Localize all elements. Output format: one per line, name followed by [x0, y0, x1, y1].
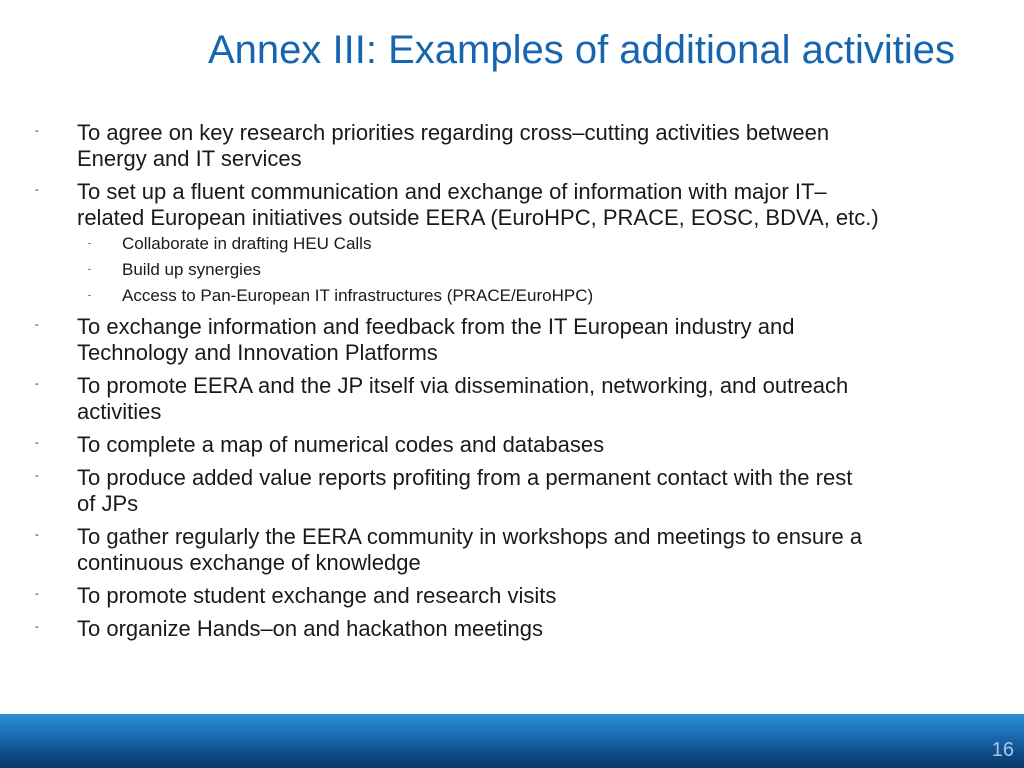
bullet-line: continuous exchange of knowledge [77, 550, 421, 575]
bullet-list [0, 120, 1000, 649]
sub-bullet-marker: - [88, 264, 91, 274]
sub-bullet-text: Build up synergies [122, 260, 261, 279]
slide-title: Annex III: Examples of additional activities [208, 28, 956, 72]
bullet-marker: - [35, 470, 39, 482]
page-number: 16 [991, 739, 1014, 761]
bullet-item [0, 373, 1000, 425]
bullet-line: To agree on key research priorities regarding cross–cutting activities between [77, 120, 830, 145]
bullet-marker: - [35, 125, 39, 137]
bullet-item [0, 432, 1000, 458]
bullet-marker: - [35, 529, 39, 541]
bullet-item [0, 616, 1000, 642]
sub-bullet-item [77, 259, 1000, 281]
sub-bullet-marker: - [88, 290, 91, 300]
bullet-item [0, 120, 1000, 172]
bullet-line: To produce added value reports profiting from a permanent contact with the rest [77, 465, 853, 490]
sub-bullet-text: Access to Pan-European IT infrastructures (PRACE/EuroHPC) [122, 286, 594, 305]
sub-bullet-item [77, 285, 1000, 307]
sub-bullet-text: Collaborate in drafting HEU Calls [122, 234, 372, 253]
bullet-item [0, 465, 1000, 517]
bullet-line: To promote student exchange and research visits [77, 583, 557, 608]
bullet-line: To exchange information and feedback from the IT European industry and [77, 314, 795, 339]
bullet-marker: - [35, 437, 39, 449]
bullet-marker: - [35, 319, 39, 331]
bullet-item [0, 179, 1000, 307]
bullet-line: Energy and IT services [77, 146, 302, 171]
bullet-line: To complete a map of numerical codes and databases [77, 432, 605, 457]
sub-bullet-marker: - [88, 238, 91, 248]
bullet-item [0, 583, 1000, 609]
bullet-line: To organize Hands–on and hackathon meetings [77, 616, 543, 641]
bullet-line: To gather regularly the EERA community in workshops and meetings to ensure a [77, 524, 863, 549]
footer-bar [0, 714, 1024, 768]
bullet-line: related European initiatives outside EERA (EuroHPC, PRACE, EOSC, BDVA, etc.) [77, 205, 879, 230]
sub-bullet-item [77, 233, 1000, 255]
sub-bullet-list [77, 233, 1000, 307]
bullet-line: of JPs [77, 491, 139, 516]
bullet-marker: - [35, 588, 39, 600]
bullet-marker: - [35, 184, 39, 196]
bullet-item [0, 314, 1000, 366]
bullet-line: activities [77, 399, 162, 424]
bullet-line: To set up a fluent communication and exchange of information with major IT– [77, 179, 827, 204]
bullet-line: To promote EERA and the JP itself via dissemination, networking, and outreach [77, 373, 849, 398]
bullet-marker: - [35, 621, 39, 633]
bullet-line: Technology and Innovation Platforms [77, 340, 438, 365]
bullet-marker: - [35, 378, 39, 390]
bullet-item [0, 524, 1000, 576]
